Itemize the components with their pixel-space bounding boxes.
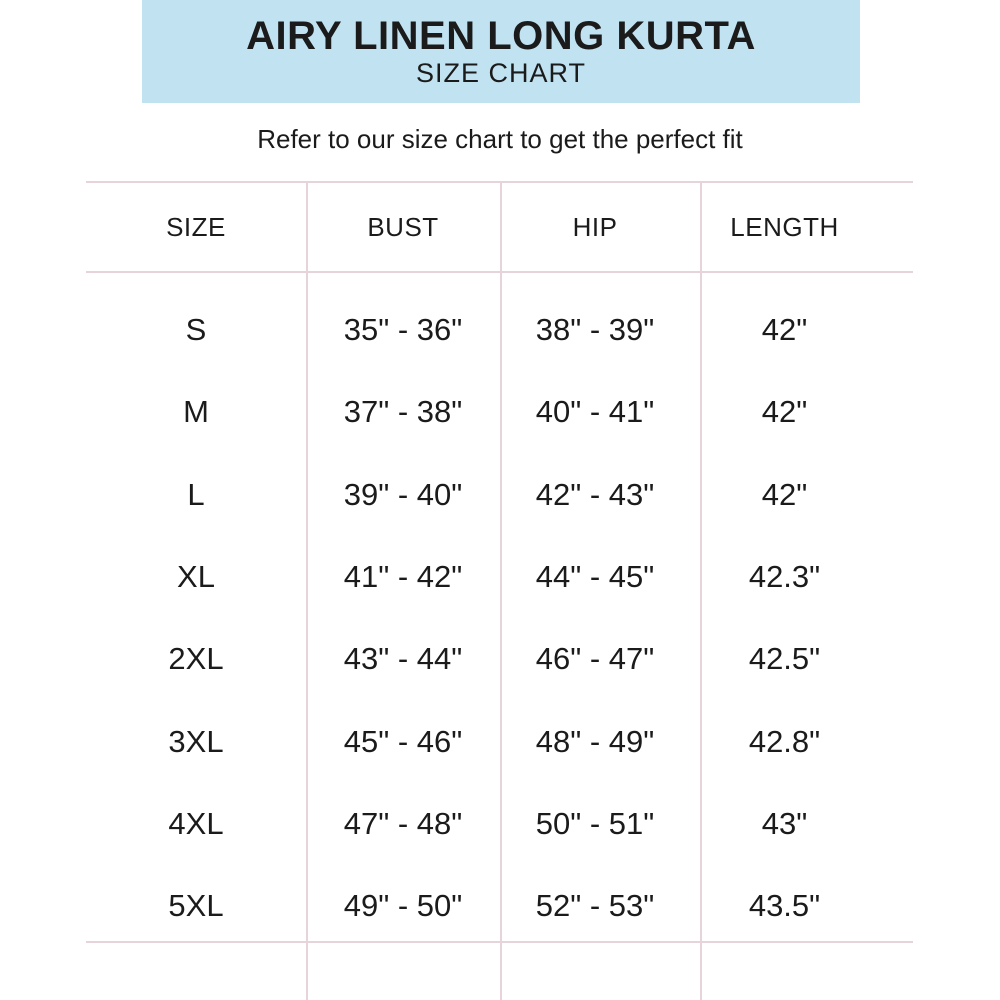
length-cell: 42" <box>761 312 808 348</box>
hip-cell: 42" - 43" <box>535 476 655 512</box>
size-cell: 4XL <box>168 805 224 841</box>
size-chart-heading: SIZE CHART <box>415 58 587 89</box>
column-header-length: LENGTH <box>730 211 839 242</box>
column-header-size: SIZE <box>166 211 226 242</box>
size-cell: XL <box>177 559 215 595</box>
bust-cell: 41" - 42" <box>343 559 463 595</box>
hip-cell: 50" - 51" <box>535 805 655 841</box>
size-chart-header-row <box>86 183 913 271</box>
size-cell: M <box>183 394 209 430</box>
length-cell: 42.8" <box>748 723 821 759</box>
length-cell: 43" <box>761 805 808 841</box>
size-cell: 5XL <box>168 888 224 924</box>
length-cell: 42.3" <box>748 559 821 595</box>
bust-cell: 43" - 44" <box>343 641 463 677</box>
hip-cell: 48" - 49" <box>535 723 655 759</box>
column-header-bust: BUST <box>367 211 439 242</box>
bust-cell: 37" - 38" <box>343 394 463 430</box>
length-cell: 42" <box>761 394 808 430</box>
column-header-hip: HIP <box>572 211 618 242</box>
bust-cell: 49" - 50" <box>343 888 463 924</box>
hip-cell: 38" - 39" <box>535 312 655 348</box>
bust-cell: 47" - 48" <box>343 805 463 841</box>
bust-cell: 35" - 36" <box>343 312 463 348</box>
hip-cell: 40" - 41" <box>535 394 655 430</box>
size-cell: S <box>185 312 207 348</box>
hip-cell: 44" - 45" <box>535 559 655 595</box>
size-cell: 2XL <box>168 641 224 677</box>
size-cell: 3XL <box>168 723 224 759</box>
bust-cell: 39" - 40" <box>343 476 463 512</box>
tagline: Refer to our size chart to get the perfect fit <box>257 124 743 154</box>
length-cell: 42.5" <box>748 641 821 677</box>
bust-cell: 45" - 46" <box>343 723 463 759</box>
size-chart-table <box>86 289 913 948</box>
hip-cell: 52" - 53" <box>535 888 655 924</box>
hip-cell: 46" - 47" <box>535 641 655 677</box>
header-band <box>142 0 860 103</box>
length-cell: 43.5" <box>748 888 821 924</box>
size-cell: L <box>187 476 205 512</box>
length-cell: 42" <box>761 476 808 512</box>
product-title: AIRY LINEN LONG KURTA <box>246 14 756 59</box>
